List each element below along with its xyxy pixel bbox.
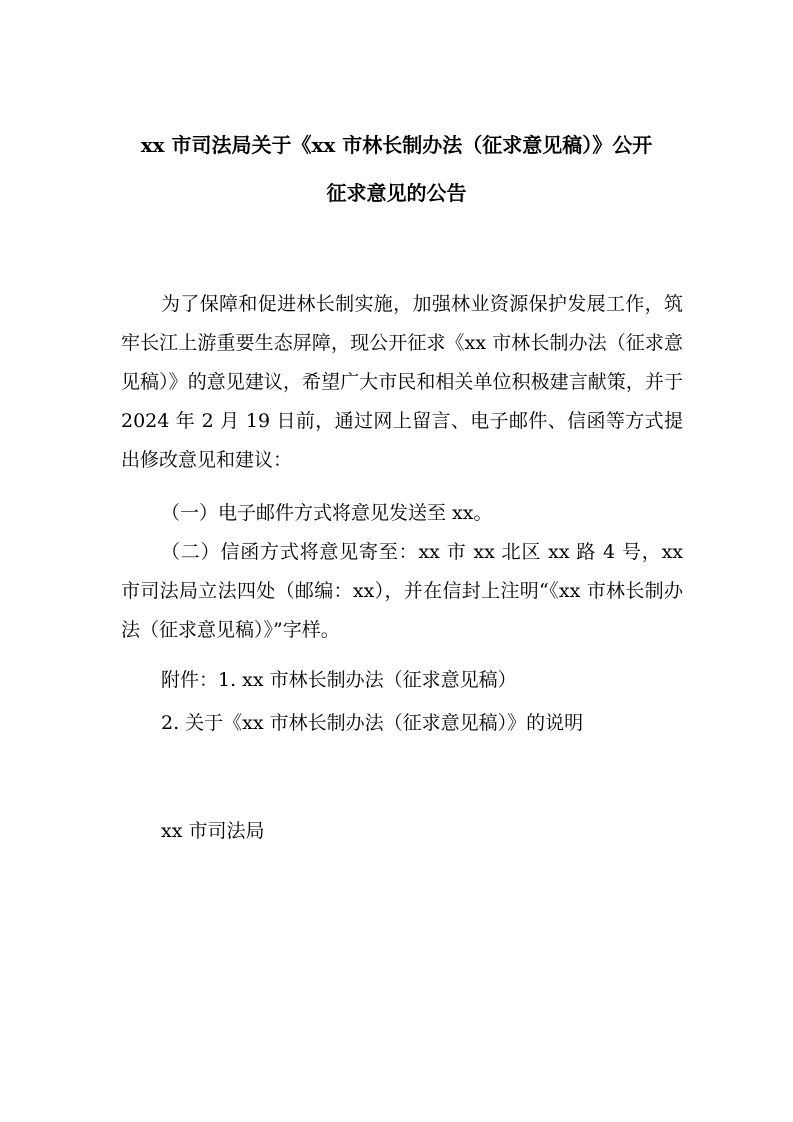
issuer-signature: xx 市司法局 (161, 820, 265, 842)
document-title-line-1: xx 市司法局关于《xx 市林长制办法（征求意见稿）》公开 (140, 133, 653, 157)
email-method-paragraph: （一）电子邮件方式将意见发送至 xx。 (161, 502, 493, 524)
attachment-2-line: 2. 关于《xx 市林长制办法（征求意见稿）》的说明 (161, 712, 584, 734)
document-title-line-2: 征求意见的公告 (326, 181, 467, 205)
intro-paragraph: 为了保障和促进林长制实施，加强林业资源保护发展工作，筑牢长江上游重要生态屏障，现公开征求《xx 市林长制办法（征求意见稿）》的意见建议，希望广大市民和相关单位积极建言献策，并于 2024 年 2 月 19 日前，通过网上留言、电子邮件、信函等方式提出修改意见和建议： (121, 293, 683, 471)
attachment-1-line: 附件：1. xx 市林长制办法（征求意见稿） (161, 669, 517, 691)
letter-method-paragraph: （二）信函方式将意见寄至：xx 市 xx 北区 xx 路 4 号，xx 市司法局立法四处（邮编：xx），并在信封上注明“《xx 市林长制办法（征求意见稿）》”字样。 (121, 541, 683, 641)
